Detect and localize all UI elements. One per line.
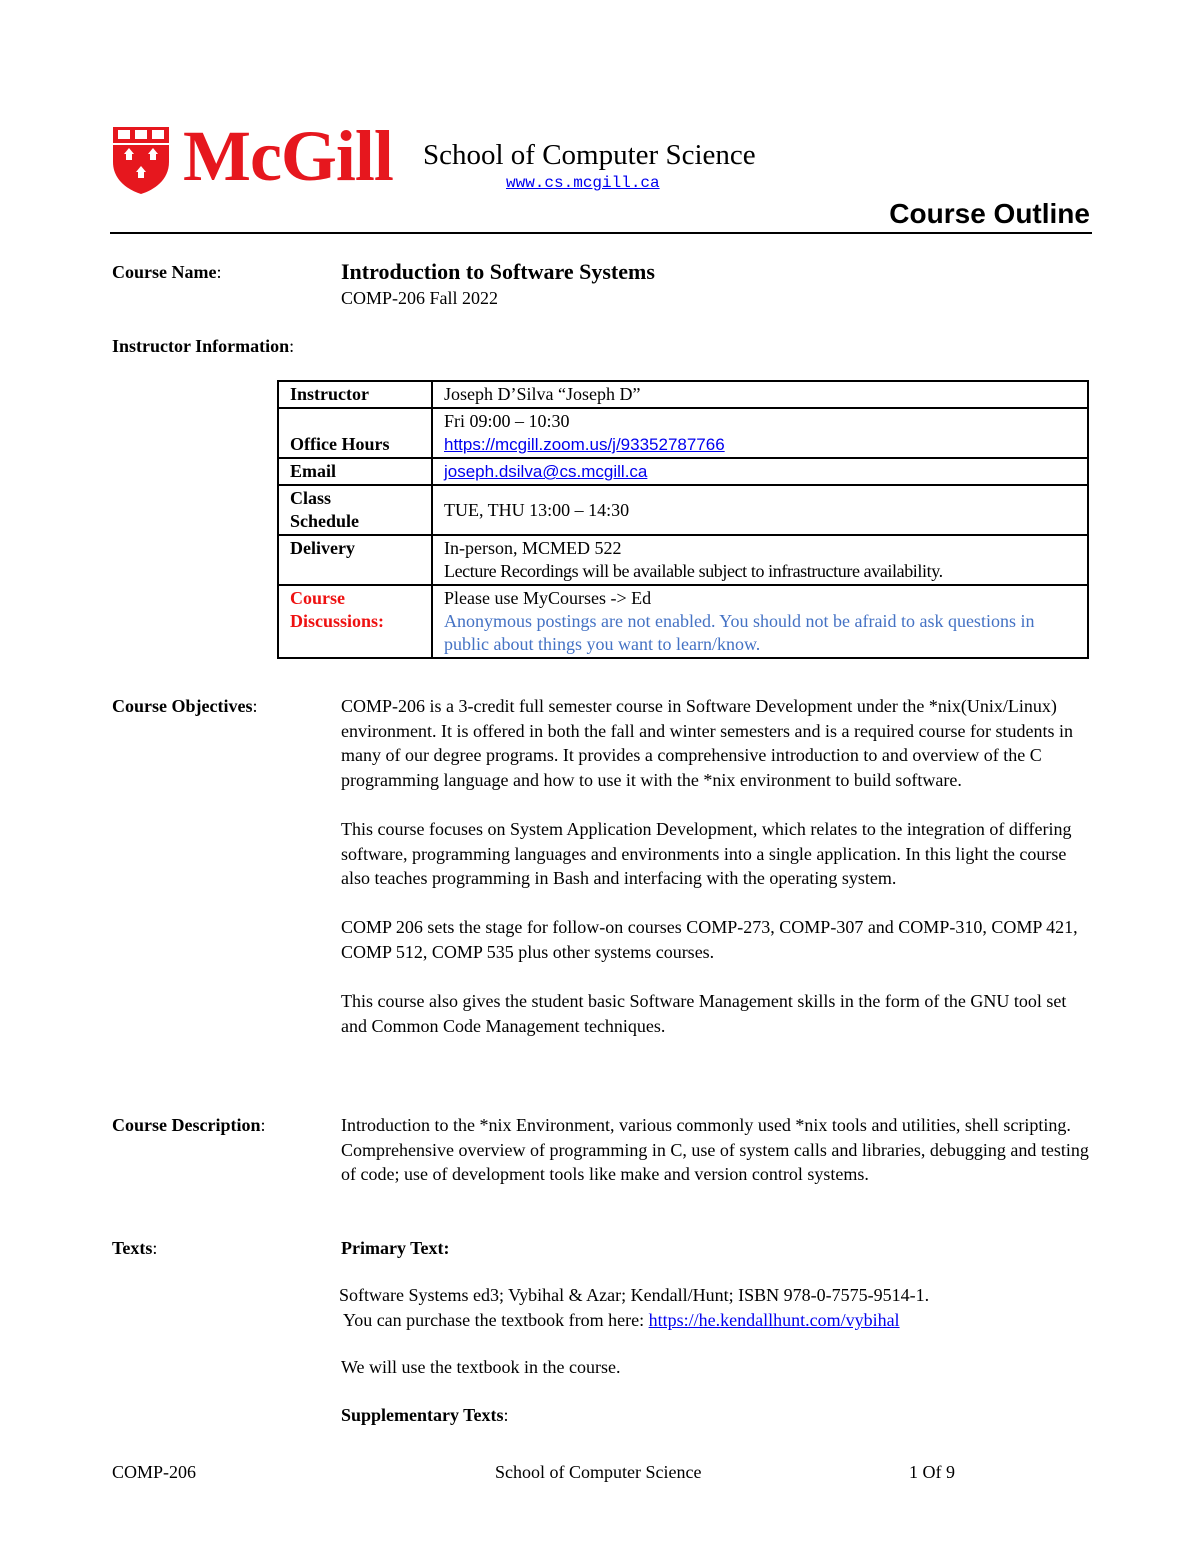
office-hours-value [432, 408, 1088, 458]
purchase-line: You can purchase the textbook from here: https://he.kendallhunt.com/vybihal [343, 1310, 900, 1330]
course-name-label: Course Name: [112, 262, 222, 282]
table-row [278, 585, 1088, 658]
header-divider [110, 232, 1092, 234]
supplementary-texts-heading: Supplementary Texts: [341, 1405, 509, 1425]
objective-paragraph: COMP-206 is a 3-credit full semester course in Software Development under the *nix(Unix/Linux) environment. It is offered in both the fall and winter semesters and is a required course for students in many of our degree programs. It provides a comprehensive introduction to and overview of the C programming language and how to use it with the *nix environment to build software. [341, 696, 1073, 790]
textbook-use-note: We will use the textbook in the course. [341, 1357, 621, 1377]
school-website-link[interactable]: www.cs.mcgill.ca [506, 174, 660, 192]
email-key: Email [278, 458, 432, 485]
office-hours-time: Fri 09:00 – 10:30 [444, 411, 570, 431]
course-objectives-label: Course Objectives: [112, 696, 258, 716]
instructor-value: Joseph D’Silva “Joseph D” [432, 381, 1088, 408]
table-row [278, 381, 1088, 408]
course-description-text: Introduction to the *nix Environment, various commonly used *nix tools and utilities, shell scripting. Comprehensive overview of programming in C, use of system calls and libraries, debugging and testing of code; use of development tools like make and version control systems. [341, 1115, 1089, 1185]
course-discussions-key: Course Discussions: [278, 585, 432, 658]
instructor-info-table [277, 380, 1089, 659]
course-code: COMP-206 Fall 2022 [341, 288, 499, 308]
mcgill-wordmark: McGill [183, 116, 393, 196]
course-objectives-text [341, 694, 1091, 1063]
email-value [432, 458, 1088, 485]
instructor-key: Instructor [278, 381, 432, 408]
delivery-key: Delivery [278, 535, 432, 585]
zoom-link[interactable]: https://mcgill.zoom.us/j/93352787766 [444, 435, 725, 454]
table-row [278, 458, 1088, 485]
primary-text-heading: Primary Text: [341, 1238, 450, 1258]
school-name: School of Computer Science [423, 139, 756, 171]
office-hours-key: Office Hours [278, 408, 432, 458]
instructor-info-label: Instructor Information: [112, 336, 295, 356]
footer-school: School of Computer Science [495, 1462, 702, 1482]
course-discussions-value: Please use MyCourses -> Ed Anonymous postings are not enabled. You should not be afraid to ask questions in public about things you want to learn/know. [432, 585, 1088, 658]
kendallhunt-link[interactable]: https://he.kendallhunt.com/vybihal [648, 1310, 900, 1330]
objective-paragraph: COMP 206 sets the stage for follow-on courses COMP-273, COMP-307 and COMP-310, COMP 421, COMP 512, COMP 535 plus other systems courses. [341, 917, 1078, 962]
mcgill-shield-logo [110, 124, 172, 196]
course-description-label: Course Description: [112, 1115, 266, 1135]
discussion-note: Anonymous postings are not enabled. You should not be afraid to ask questions in public about things you want to learn/know. [444, 611, 1035, 654]
texts-label: Texts: [112, 1238, 158, 1258]
delivery-value: In-person, MCMED 522 Lecture Recordings will be available subject to infrastructure availability. [432, 535, 1088, 585]
class-schedule-key: Class Schedule [278, 485, 432, 535]
primary-text-citation: Software Systems ed3; Vybihal & Azar; Kendall/Hunt; ISBN 978-0-7575-9514-1. [339, 1285, 930, 1305]
table-row [278, 535, 1088, 585]
class-schedule-value: TUE, THU 13:00 – 14:30 [432, 485, 1088, 535]
footer-course-code: COMP-206 [112, 1462, 197, 1482]
email-link[interactable]: joseph.dsilva@cs.mcgill.ca [444, 462, 648, 481]
document-title: Course Outline [889, 198, 1090, 229]
table-row [278, 408, 1088, 458]
objective-paragraph: This course focuses on System Application Development, which relates to the integration of differing software, programming languages and environments into a single application. In this light the course also teaches programming in Bash and interfacing with the operating system. [341, 818, 1072, 889]
objective-paragraph: This course also gives the student basic Software Management skills in the form of the GNU tool set and Common Code Management techniques. [341, 991, 1067, 1036]
course-title: Introduction to Software Systems [341, 259, 655, 284]
footer-page-number: 1 Of 9 [909, 1462, 955, 1482]
table-row [278, 485, 1088, 535]
